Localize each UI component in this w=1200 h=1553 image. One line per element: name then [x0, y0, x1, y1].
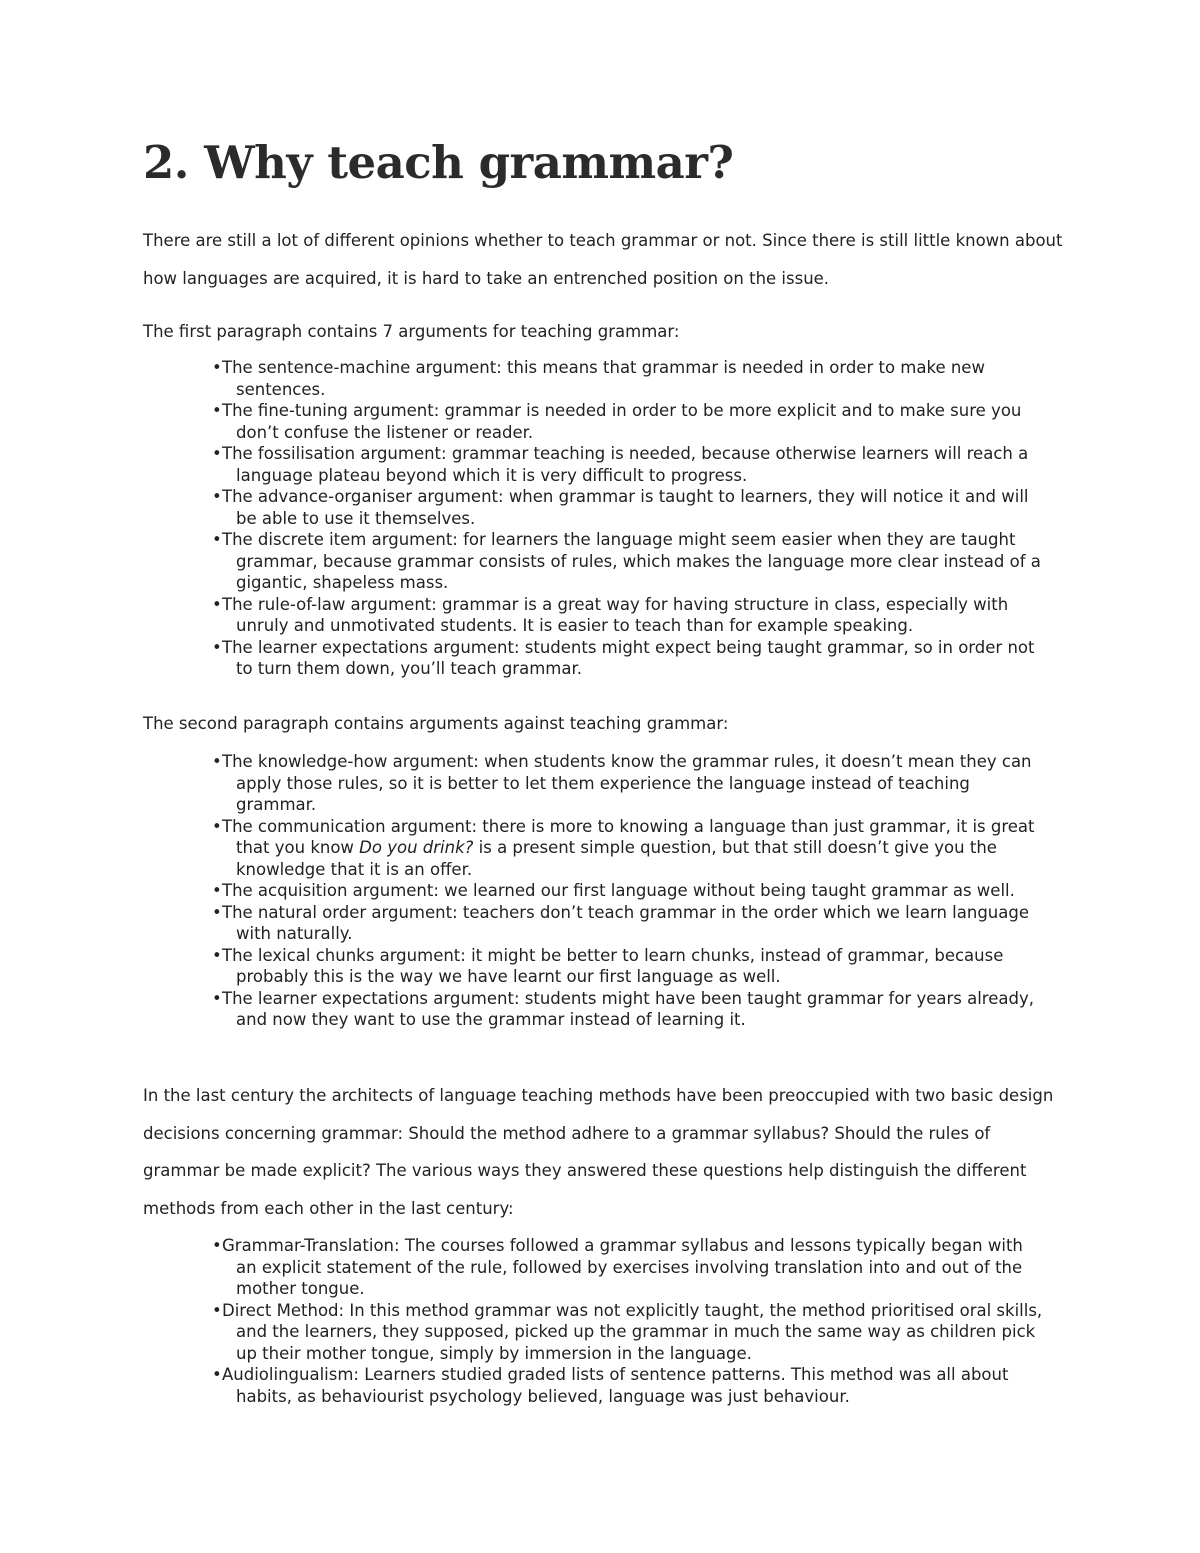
- list-item: •The lexical chunks argument: it might be better to learn chunks, instead of grammar, because probably this is the way we have learnt our first language as well.: [212, 945, 1004, 986]
- methods-list: [143, 1235, 1043, 1407]
- list-item: •Grammar-Translation: The courses followed a grammar syllabus and lessons typically began with an explicit statement of the rule, followed by exercises involving translation into and out of the mother tongue.: [212, 1236, 1023, 1298]
- list-item: •The natural order argument: teachers don’t teach grammar in the order which we learn language with naturally.: [212, 902, 1029, 943]
- for-arguments-list: [143, 357, 1043, 680]
- section-heading: 2. Why teach grammar?: [143, 136, 734, 189]
- list-item: •The advance-organiser argument: when grammar is taught to learners, they will notice it and will be able to use it themselves.: [212, 487, 1029, 528]
- bullet-icon: •: [212, 752, 222, 771]
- bullet-icon: •: [212, 988, 222, 1008]
- bullet-icon: •: [212, 902, 222, 922]
- bullet-icon: •: [212, 945, 222, 965]
- bullet-icon: •: [212, 358, 222, 377]
- bullet-icon: •: [212, 594, 222, 614]
- list-item: •The knowledge-how argument: when students know the grammar rules, it doesn’t mean they can apply those rules, so it is better to let them experience the language instead of teaching grammar.: [212, 752, 1032, 814]
- bullet-icon: •: [212, 816, 222, 836]
- list-item: •The communication argument: there is more to knowing a language than just grammar, it is great that you know Do you drink? is a present simple question, but that still doesn’t give you the knowledge that it is an offer.: [212, 816, 1035, 879]
- history-paragraph: In the last century the architects of language teaching methods have been preoccupied with two basic design decisions concerning grammar: Should the method adhere to a grammar syllabus? Should the rules of grammar be made explicit? The various ways they answered these questions help distinguish the different methods from each other in the last century:: [143, 1086, 1054, 1218]
- bullet-icon: •: [212, 401, 222, 420]
- bullet-icon: •: [212, 1365, 222, 1384]
- list-item: •The rule-of-law argument: grammar is a great way for having structure in class, especially with unruly and unmotivated students. It is easier to teach than for example speaking.: [212, 594, 1009, 635]
- bullet-icon: •: [212, 487, 222, 506]
- list-item: •The fine-tuning argument: grammar is needed in order to be more explicit and to make sure you don’t confuse the listener or reader.: [212, 401, 1022, 442]
- list-item: •The learner expectations argument: students might expect being taught grammar, so in order not to turn them down, you’ll teach grammar.: [212, 637, 1035, 678]
- list-item: •The discrete item argument: for learners the language might seem easier when they are taught grammar, because grammar consists of rules, which makes the language more clear instead of a gigantic, shapeless mass.: [212, 530, 1041, 592]
- intro-paragraph: There are still a lot of different opinions whether to teach grammar or not. Since there is still little known about how languages are acquired, it is hard to take an entrenched position on the issue.: [143, 231, 1063, 288]
- bullet-icon: •: [212, 444, 222, 463]
- list-item: •Audiolingualism: Learners studied graded lists of sentence patterns. This method was all about habits, as behaviourist psychology believed, language was just behaviour.: [212, 1365, 1009, 1406]
- bullet-icon: •: [212, 1236, 222, 1255]
- list-item: •The sentence-machine argument: this means that grammar is needed in order to make new sentences.: [212, 358, 985, 399]
- bullet-icon: •: [212, 530, 222, 549]
- bullet-icon: •: [212, 1300, 222, 1320]
- for-arguments-intro: The first paragraph contains 7 arguments for teaching grammar:: [143, 322, 680, 341]
- against-arguments-intro: The second paragraph contains arguments against teaching grammar:: [143, 714, 729, 733]
- list-item: •The acquisition argument: we learned our first language without being taught grammar as well.: [212, 881, 1015, 900]
- list-item: •The learner expectations argument: students might have been taught grammar for years already, and now they want to use the grammar instead of learning it.: [212, 988, 1034, 1029]
- bullet-icon: •: [212, 881, 222, 900]
- list-item: •Direct Method: In this method grammar was not explicitly taught, the method prioritised oral skills, and the learners, they supposed, picked up the grammar in much the same way as children pick up their mother tongue, simply by immersion in the language.: [212, 1300, 1043, 1363]
- bullet-icon: •: [212, 637, 222, 657]
- list-item: •The fossilisation argument: grammar teaching is needed, because otherwise learners will reach a language plateau beyond which it is very difficult to progress.: [212, 444, 1029, 485]
- against-arguments-list: [143, 751, 1043, 1031]
